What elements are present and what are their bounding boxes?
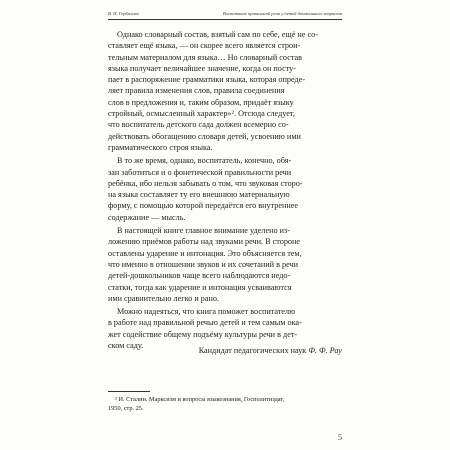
text-line: ложению приёмов работы над звуками речи. В стороне <box>108 237 301 247</box>
footnote-line: 1950, стр. 25. <box>108 404 144 412</box>
text-line: языка получает величайшее значение, когда он посту- <box>108 63 297 73</box>
text-line: действовать обогащению словаря детей, усвоению ими <box>108 131 301 141</box>
text-line: статки, тогда как ударение и интонация усваиваются <box>108 282 292 292</box>
text-line: жет содействие общему подъёму культуры речи в дет- <box>108 329 298 339</box>
signature-label: Кандидат педагогических наук <box>198 346 307 355</box>
text-line: пает в распоряжение грамматики языка, которая опреде- <box>108 75 306 85</box>
text-line: на языка составляет ту его внешнюю материальную <box>108 190 290 200</box>
text-line: грамматического строя языка. <box>108 142 213 152</box>
text-line: тельным материалом для языка… Но словарный состав <box>108 52 303 62</box>
page-number: 5 <box>338 433 342 442</box>
running-head-title: Воспитание правильной речи у детей дошкольного возраста <box>222 11 342 16</box>
text-line: оставлены ударение и интонация. Это объясняется тем, <box>108 248 302 258</box>
text-line: детей-дошкольников чаще всего наблюдаются недо- <box>108 271 291 281</box>
text-line: ском саду. <box>108 341 144 351</box>
text-line: в работе над правильной речью детей и тем самым ока- <box>108 318 302 328</box>
text-line: что воспитатель детского сада должен всемерно со- <box>108 120 289 130</box>
text-line: ставляет ещё языка, — он скорее всего является строи- <box>108 41 301 51</box>
footnote <box>108 396 342 413</box>
text-line: что именно в отношении звуков и их сочетаний в речи <box>108 259 299 269</box>
body-text <box>108 29 342 351</box>
text-line: слов в предложения и, таким образом, придаёт языку <box>108 97 294 107</box>
signature <box>199 346 342 355</box>
text-line: содержание — мысль. <box>108 212 186 222</box>
text-line: Можно надеяться, что книга поможет воспитателю <box>117 307 296 317</box>
running-head-author: В. И. Гербилова <box>108 11 139 16</box>
text-line: Однако словарный состав, взятый сам по себе, ещё не со- <box>117 30 318 39</box>
text-line: зан заботиться и о фонетической правильности речи <box>108 167 292 177</box>
text-line: В то же время, однако, воспитатель, конечно, обя- <box>117 156 292 166</box>
text-line: ими сравнительно легко и рано. <box>108 293 219 303</box>
text-line: форму, с помощью которой передаётся его внутреннее <box>108 201 299 211</box>
running-head <box>108 11 342 20</box>
footnote-line: ² И. Сталин. Марксизм и вопросы языкознания, Госполитиздат, <box>115 396 285 403</box>
text-line: стройный, осмысленный характер»². Отсюда следует, <box>108 109 295 119</box>
footnote-rule <box>108 391 150 392</box>
text-line: ребёнка, ибо нельзя забывать о том, что звуковая сторо- <box>108 178 303 188</box>
text-line: ляет правила изменения слов, правила соединения <box>108 86 285 96</box>
text-line: В настоящей книге главное внимание уделено из- <box>117 226 290 236</box>
signature-name: Ф. Ф. Рау <box>308 346 342 355</box>
